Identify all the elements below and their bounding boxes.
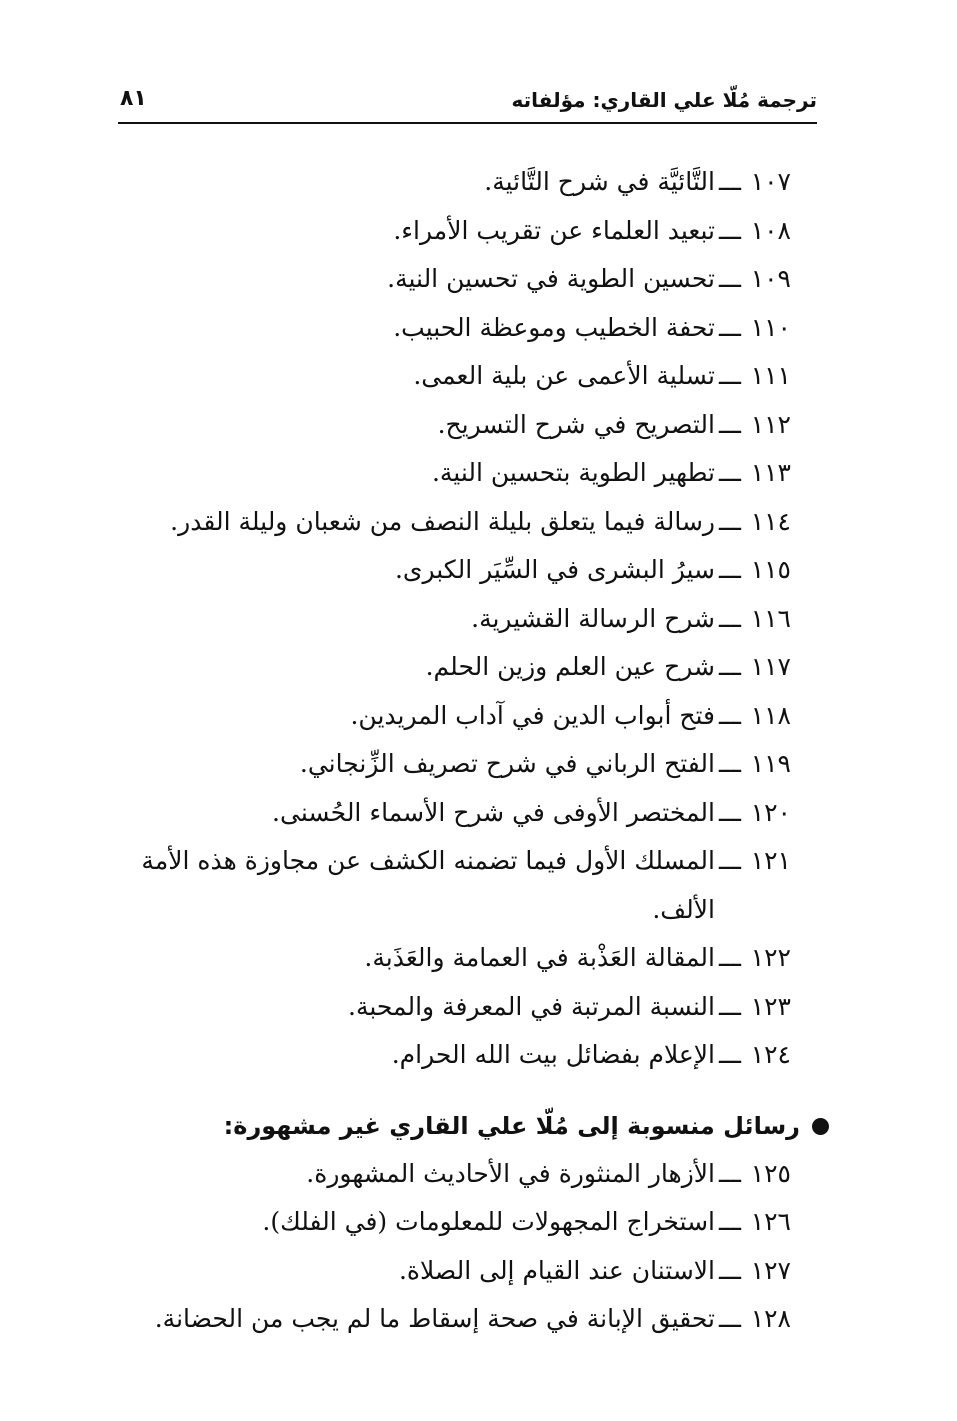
item-title: تحقيق الإبانة في صحة إسقاط ما لم يجب من الحضانة.: [154, 1304, 715, 1333]
item-title: سيرُ البشرى في السِّيَر الكبرى.: [394, 555, 715, 584]
page-number: ٨١: [120, 86, 147, 111]
item-title: تسلية الأعمى عن بلية العمى.: [413, 361, 715, 390]
item-title: النسبة المرتبة في المعرفة والمحبة.: [348, 991, 715, 1021]
item-dash: ـــ: [719, 215, 741, 245]
bullet-icon: [812, 1118, 829, 1135]
item-number: ١٢٥: [750, 1158, 791, 1188]
item-title: تبعيد العلماء عن تقريب الأمراء.: [393, 215, 715, 245]
list-item: [111, 740, 791, 789]
item-number: ١٢٦: [750, 1207, 791, 1236]
item-dash: ـــ: [719, 652, 741, 681]
item-number: ١٢٢: [750, 943, 791, 972]
list-item: [111, 595, 791, 644]
item-number: ١١٥: [750, 555, 791, 584]
running-header: [118, 84, 817, 124]
list-item: [111, 1247, 791, 1296]
item-title: التصريح في شرح التسريح.: [437, 409, 715, 439]
item-dash: ـــ: [719, 361, 741, 390]
item-dash: ـــ: [719, 409, 741, 439]
item-dash: ـــ: [719, 1255, 741, 1285]
item-dash: ـــ: [719, 797, 741, 827]
item-dash: ـــ: [719, 846, 741, 875]
item-number: ١٠٩: [750, 264, 791, 293]
item-number: ١٢٤: [750, 1040, 791, 1069]
list-item: [111, 692, 791, 741]
item-number: ١٢٧: [750, 1255, 791, 1285]
item-title: تحسين الطوية في تحسين النية.: [387, 264, 715, 293]
item-number: ١١٣: [750, 458, 791, 487]
item-dash: ـــ: [719, 700, 741, 730]
item-number: ١١٧: [750, 652, 791, 681]
list-item: [111, 837, 791, 934]
item-title: التَّائيَّة في شرح التَّائية.: [484, 167, 715, 196]
item-number: ١٢٣: [750, 991, 791, 1021]
item-title: الفتح الرباني في شرح تصريف الزِّنجاني.: [299, 749, 715, 778]
item-dash: ـــ: [719, 1207, 741, 1236]
item-title: شرح عين العلم وزين الحلم.: [425, 652, 715, 681]
item-number: ١١١: [750, 361, 791, 390]
item-number: ١١٦: [750, 603, 791, 633]
list-item: [111, 546, 791, 595]
list-item: [111, 1031, 791, 1080]
list-item: [111, 498, 791, 547]
item-dash: ـــ: [719, 991, 741, 1021]
item-number: ١٢٠: [750, 797, 791, 827]
item-dash: ـــ: [719, 749, 741, 778]
item-title: المختصر الأوفى في شرح الأسماء الحُسنى.: [272, 797, 715, 827]
item-title: رسالة فيما يتعلق بليلة النصف من شعبان وليلة القدر.: [170, 506, 715, 536]
item-dash: ـــ: [719, 167, 741, 196]
list-item: [111, 449, 791, 498]
item-dash: ـــ: [719, 555, 741, 584]
item-title: فتح أبواب الدين في آداب المريدين.: [350, 700, 715, 730]
running-title: ترجمة مُلّا علي القاري: مؤلفاته: [511, 88, 817, 112]
section-heading: [111, 1102, 829, 1150]
item-dash: ـــ: [719, 264, 741, 293]
item-title: الأزهار المنثورة في الأحاديث المشهورة.: [306, 1158, 715, 1188]
list-item: [111, 304, 791, 353]
item-dash: ـــ: [719, 603, 741, 633]
section-heading-text: رسائل منسوبة إلى مُلّا علي القاري غير مشهورة:: [223, 1111, 800, 1140]
item-dash: ـــ: [719, 312, 741, 342]
item-number: ١٠٨: [750, 215, 791, 245]
item-dash: ـــ: [719, 1304, 741, 1333]
item-title: تحفة الخطيب وموعظة الحبيب.: [393, 312, 715, 342]
item-number: ١٢٨: [750, 1304, 791, 1333]
list-item: [111, 983, 791, 1032]
works-list: [111, 158, 800, 1344]
item-dash: ـــ: [719, 506, 741, 536]
list-item: [111, 643, 791, 692]
item-number: ١٢١: [750, 846, 791, 875]
list-item: [111, 934, 791, 983]
list-item: [111, 207, 791, 256]
item-dash: ـــ: [719, 1158, 741, 1188]
list-item: [111, 1198, 791, 1247]
item-number: ١١٩: [750, 749, 791, 778]
item-dash: ـــ: [719, 458, 741, 487]
item-title: الاستنان عند القيام إلى الصلاة.: [398, 1255, 715, 1285]
list-item: [111, 158, 791, 207]
item-title: تطهير الطوية بتحسين النية.: [431, 458, 715, 487]
item-title: المسلك الأول فيما تضمنه الكشف عن مجاوزة هذه الأمة الألف.: [141, 846, 715, 924]
list-item: [111, 352, 791, 401]
item-dash: ـــ: [719, 943, 741, 972]
item-title: استخراج المجهولات للمعلومات (في الفلك).: [262, 1207, 715, 1236]
list-item: [111, 1150, 791, 1199]
item-number: ١١٠: [750, 312, 791, 342]
item-number: ١١٤: [750, 506, 791, 536]
item-number: ١١٢: [750, 409, 791, 439]
item-number: ١٠٧: [750, 167, 791, 196]
item-title: شرح الرسالة القشيرية.: [471, 603, 715, 633]
list-item: [111, 255, 791, 304]
item-title: الإعلام بفضائل بيت الله الحرام.: [391, 1040, 715, 1069]
item-title: المقالة العَذْبة في العمامة والعَذَبة.: [364, 943, 715, 972]
list-item: [111, 401, 791, 450]
list-item: [111, 789, 791, 838]
item-number: ١١٨: [750, 700, 791, 730]
item-dash: ـــ: [719, 1040, 741, 1069]
list-item: [111, 1295, 791, 1344]
